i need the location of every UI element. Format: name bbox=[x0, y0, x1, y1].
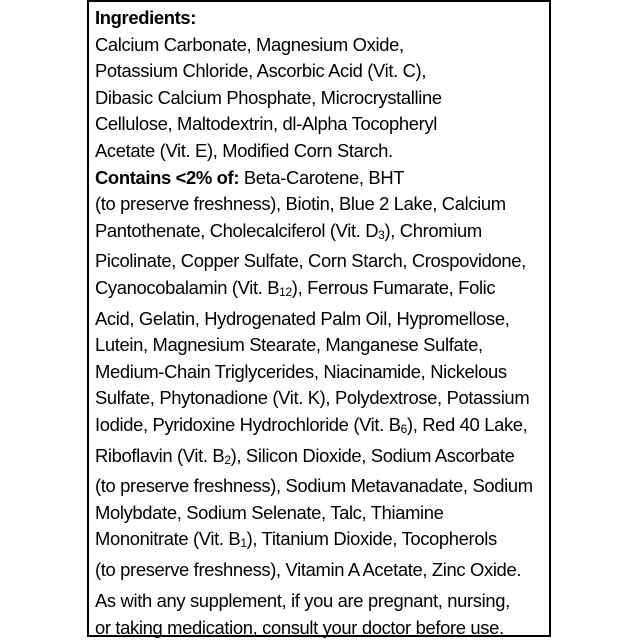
contains-text: Riboflavin (Vit. B bbox=[95, 444, 225, 466]
ingredients-heading: Ingredients: bbox=[95, 7, 197, 28]
subscript: 2 bbox=[224, 452, 231, 467]
contains-text: ), Chromium bbox=[384, 219, 482, 241]
warning-line: As with any supplement, if you are pregnant, nursing, bbox=[95, 590, 510, 612]
ingredients-line: Potassium Chloride, Ascorbic Acid (Vit. C), bbox=[95, 60, 427, 82]
contains-line bbox=[95, 275, 549, 306]
contains-line: Molybdate, Sodium Selenate, Talc, Thiamine bbox=[95, 501, 444, 523]
contains-line: Picolinate, Copper Sulfate, Corn Starch, Crospovidone, bbox=[95, 250, 526, 272]
contains-line bbox=[95, 218, 549, 249]
ingredients-line: Acetate (Vit. E), Modified Corn Starch. bbox=[95, 139, 393, 161]
warning-line: or taking medication, consult your doctor before use. bbox=[95, 617, 504, 639]
contains-line: Sulfate, Phytonadione (Vit. K), Polydextrose, Potassium bbox=[95, 387, 530, 409]
contains-heading: Contains <2% of: bbox=[95, 166, 240, 188]
contains-text: ), Red 40 Lake, bbox=[406, 413, 528, 435]
subscript: 12 bbox=[279, 284, 292, 299]
contains-line: (to preserve freshness), Biotin, Blue 2 Lake, Calcium bbox=[95, 193, 506, 215]
contains-line bbox=[95, 412, 549, 443]
contains-text: Beta-Carotene, BHT bbox=[239, 166, 405, 188]
contains-text: Mononitrate (Vit. B bbox=[95, 528, 241, 550]
contains-line bbox=[95, 526, 549, 557]
ingredients-line: Cellulose, Maltodextrin, dl-Alpha Tocopheryl bbox=[95, 113, 438, 135]
contains-text: Pantothenate, Cholecalciferol (Vit. D bbox=[95, 219, 379, 241]
contains-text: Cyanocobalamin (Vit. B bbox=[95, 276, 280, 298]
ingredients-line: Dibasic Calcium Phosphate, Microcrystalline bbox=[95, 86, 442, 108]
contains-text: ), Ferrous Fumarate, Folic bbox=[291, 276, 496, 298]
contains-line: Lutein, Magnesium Stearate, Manganese Sulfate, bbox=[95, 334, 483, 356]
ingredients-panel bbox=[87, 0, 551, 637]
subscript: 6 bbox=[400, 421, 407, 436]
contains-line: (to preserve freshness), Vitamin A Acetate, Zinc Oxide. bbox=[95, 558, 522, 580]
contains-line: (to preserve freshness), Sodium Metavanadate, Sodium bbox=[95, 475, 533, 497]
subscript: 1 bbox=[240, 536, 247, 551]
contains-text: Iodide, Pyridoxine Hydrochloride (Vit. B bbox=[95, 413, 401, 435]
contains-text: ), Silicon Dioxide, Sodium Ascorbate bbox=[230, 444, 515, 466]
contains-first-line bbox=[95, 165, 549, 192]
subscript: 3 bbox=[378, 227, 385, 242]
contains-line: Medium-Chain Triglycerides, Niacinamide, Nickelous bbox=[95, 360, 507, 382]
contains-line: Acid, Gelatin, Hydrogenated Palm Oil, Hypromellose, bbox=[95, 307, 510, 329]
contains-text: ), Titanium Dioxide, Tocopherols bbox=[246, 528, 497, 550]
ingredients-line: Calcium Carbonate, Magnesium Oxide, bbox=[95, 33, 404, 55]
contains-line bbox=[95, 443, 549, 474]
